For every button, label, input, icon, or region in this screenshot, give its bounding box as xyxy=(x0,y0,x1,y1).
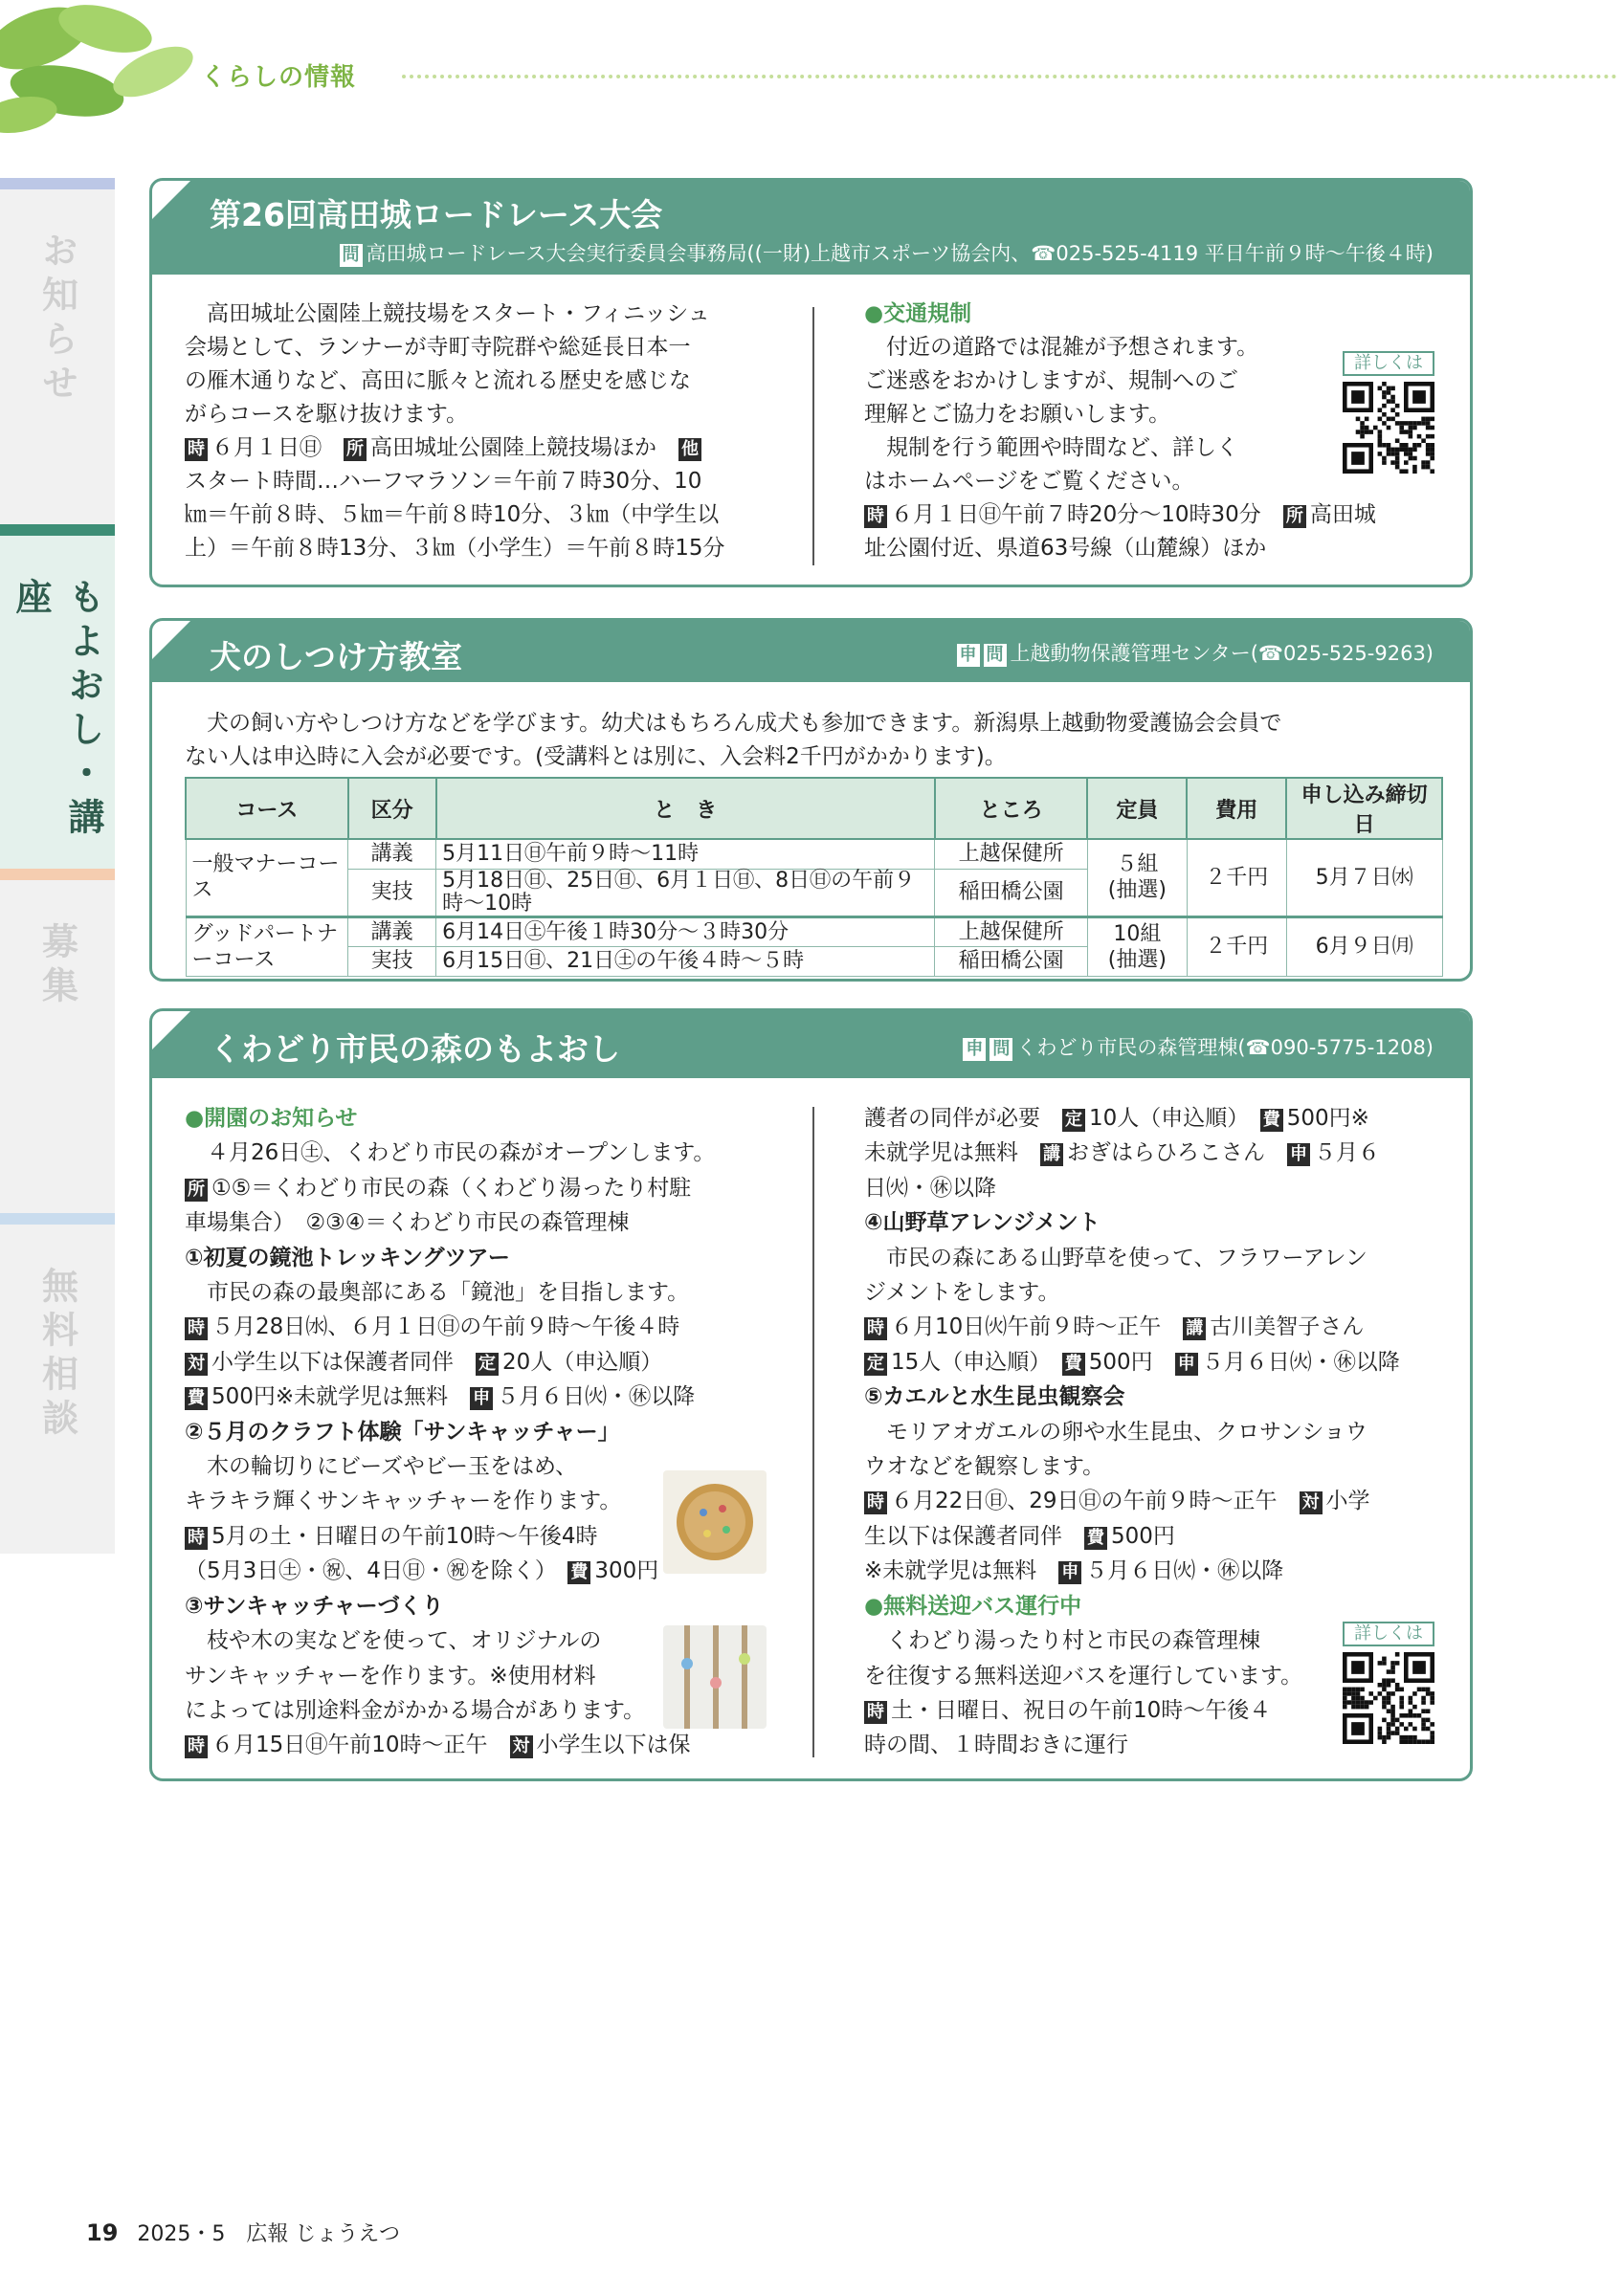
event5-title: ⑤カエルと水生昆虫観察会 xyxy=(864,1384,1125,1410)
info-line: 時 5月の土・日曜日の午前10時〜午後4時 xyxy=(185,1519,797,1554)
text-line: くわどり湯ったり村と市民の森管理棟 xyxy=(886,1628,1260,1654)
text-line: 付近の道路では混雑が予想されます。 xyxy=(886,335,1259,360)
type-cell: 実技 xyxy=(348,946,436,976)
article-contact xyxy=(957,638,1434,667)
event4-title: ④山野草アレンジメント xyxy=(864,1210,1101,1236)
time-mark: 時 xyxy=(185,1317,208,1340)
col-capacity: 定員 xyxy=(1087,778,1187,839)
bus-heading: ●無料送迎バス運行中 xyxy=(864,1593,1082,1619)
capacity-mark: 定 xyxy=(864,1353,887,1376)
article-body-left xyxy=(185,298,931,565)
text-line: ご迷惑をおかけしますが、規制へのご xyxy=(864,368,1238,393)
fee-mark: 費 xyxy=(1084,1527,1107,1550)
info-line: ※未就学児は無料 申 ５月６日㈫・㊡以降 xyxy=(864,1558,1284,1584)
leaf-decoration xyxy=(0,0,220,134)
type-cell: 実技 xyxy=(348,869,436,916)
fee-mark: 費 xyxy=(567,1561,590,1584)
text-line: 規制を行う範囲や時間など、詳しく xyxy=(886,435,1238,460)
col-where: ところ xyxy=(935,778,1088,839)
info-line: 定 15人（申込順） 費 500円 申 ５月６日㈫・㊡以降 xyxy=(864,1345,1457,1380)
time-mark: 時 xyxy=(864,1317,887,1340)
article-header xyxy=(152,181,1470,275)
article-dog-training xyxy=(149,618,1473,982)
column-divider xyxy=(812,1107,814,1757)
event2-title: ②５月のクラフト体験「サンキャッチャー」 xyxy=(185,1419,620,1445)
lecturer-mark: 講 xyxy=(1040,1143,1063,1166)
side-tab-recruit-label: 募集 xyxy=(35,922,78,1010)
suncatcher-photo xyxy=(663,1470,767,1574)
qr-caption: 詳しくは xyxy=(1343,1622,1434,1646)
qr-caption: 詳しくは xyxy=(1343,351,1434,376)
article-header xyxy=(152,621,1470,682)
text-line: 枝や木の実などを使って、オリジナルの xyxy=(207,1628,602,1654)
type-cell: 講義 xyxy=(348,839,436,869)
info-line: 時 ５月28日㈬、６月１日㊐の午前９時〜午後４時 xyxy=(185,1310,797,1344)
apply-mark: 申 xyxy=(470,1387,493,1410)
qr-code-icon[interactable] xyxy=(1343,382,1434,474)
text-line: ない人は申込時に入会が必要です。(受講料とは別に、入会料2千円がかかります)。 xyxy=(185,744,1007,769)
info-line: 所 ①⑤＝くわどり市民の森（くわどり湯ったり村駐 xyxy=(185,1171,797,1205)
col-deadline: 申し込み締切日 xyxy=(1286,778,1442,839)
page-footer xyxy=(86,2218,400,2247)
info-line: 時 ６月15日㊐午前10時〜正午 対 小学生以下は保 xyxy=(185,1728,797,1762)
capacity-cell: ５組 (抽選) xyxy=(1087,839,1187,916)
suncatcher-craft-photo xyxy=(663,1625,767,1729)
side-tab-news[interactable] xyxy=(0,178,115,524)
event1-title: ①初夏の鏡池トレッキングツアー xyxy=(185,1245,510,1270)
text-line: 址公園付近、県道63号線（山麓線）ほか xyxy=(864,536,1267,561)
text-line: がらコースを駆け抜けます。 xyxy=(185,402,469,427)
article-title: くわどり市民の森のもよおし xyxy=(210,1030,620,1068)
article-contact xyxy=(340,238,1434,267)
column-divider xyxy=(812,307,814,565)
side-tab-consultation[interactable] xyxy=(0,1213,115,1554)
text-line: によっては別途料金がかかる場合があります。 xyxy=(185,1697,646,1723)
text-line: 犬の飼い方やしつけ方などを学びます。幼犬はもちろん成犬も参加できます。新潟県上越動物愛護協会会員で xyxy=(207,711,1282,736)
open-heading: ●開園のお知らせ xyxy=(185,1106,358,1131)
fee-mark: 費 xyxy=(185,1387,208,1410)
fee-mark: 費 xyxy=(1062,1353,1085,1376)
info-line: 費 500円※未就学児は無料 申 ５月６日㈫・㊡以降 xyxy=(185,1380,797,1414)
side-tab-events-label: もよおし・講座 xyxy=(10,578,104,842)
side-tab-events[interactable] xyxy=(0,524,115,869)
article-header xyxy=(152,1011,1470,1078)
header-dotted-line xyxy=(402,75,1617,78)
text-line: 市民の森の最奥部にある「鏡池」を目指します。 xyxy=(207,1280,690,1306)
info-line: 対 小学生以下は保護者同伴 定 20人（申込順） xyxy=(185,1345,797,1380)
col-course: コース xyxy=(186,778,348,839)
text-line: モリアオガエルの卵や水生昆虫、クロサンショウ xyxy=(886,1419,1367,1445)
info-line: 生以下は保護者同伴 費 500円 xyxy=(864,1523,1175,1549)
schedule-table xyxy=(185,777,1443,977)
info-line: 時 ６月１日㊐午前７時20分〜10時30分 所 高田城 xyxy=(864,498,1457,532)
issue-date: 2025・5 xyxy=(137,2222,226,2246)
where-cell: 上越保健所 xyxy=(935,916,1088,946)
capacity-cell: 10組 (抽選) xyxy=(1087,916,1187,976)
text-line: ジメントをします。 xyxy=(864,1280,1060,1306)
publication-name: 広報 じょうえつ xyxy=(246,2222,400,2246)
side-tab-news-label: お知らせ xyxy=(35,232,78,408)
time-mark: 時 xyxy=(185,1735,208,1758)
text-line: 市民の森にある山野草を使って、フラワーアレン xyxy=(886,1245,1367,1270)
col-type: 区分 xyxy=(348,778,436,839)
time-mark: 時 xyxy=(864,505,887,528)
text-line: スタート時間…ハーフマラソン＝午前７時30分、10 xyxy=(185,469,702,494)
place-mark: 所 xyxy=(1283,505,1306,528)
article-title: 犬のしつけ方教室 xyxy=(210,638,462,675)
traffic-heading: ●交通規制 xyxy=(864,301,972,326)
apply-mark: 申 xyxy=(1175,1353,1198,1376)
info-line: （5月3日㊏・㊗、4日㊐・㊗を除く） 費 300円 xyxy=(185,1558,659,1584)
info-line: 時 土・日曜日、祝日の午前10時〜午後４ xyxy=(864,1693,1457,1728)
article-contact xyxy=(963,1032,1434,1061)
table-row xyxy=(186,916,1442,946)
contact-text: 上越動物保護管理センター(☎025-525-9263) xyxy=(1010,642,1434,665)
fee-mark: 費 xyxy=(1260,1109,1283,1132)
deadline-cell: 6月９日㈪ xyxy=(1286,916,1442,976)
type-cell: 講義 xyxy=(348,916,436,946)
text-line: 高田城址公園陸上競技場をスタート・フィニッシュ xyxy=(207,301,710,326)
contact-mark: 問 xyxy=(340,244,363,267)
contact-text: 高田城ロードレース大会実行委員会事務局((一財)上越市スポーツ協会内、☎025-525-4119 平日午前９時〜午後４時) xyxy=(366,242,1434,265)
deadline-cell: 5月７日㈬ xyxy=(1286,839,1442,916)
section-label: くらしの情報 xyxy=(201,63,357,92)
other-mark: 他 xyxy=(678,438,701,461)
text-line: ４月26日㊏、くわどり市民の森がオープンします。 xyxy=(207,1140,716,1166)
where-cell: 稲田橋公園 xyxy=(935,946,1088,976)
contact-mark: 問 xyxy=(984,644,1007,667)
when-cell: 5月11日㊐午前９時〜11時 xyxy=(436,839,935,869)
qr-code-icon[interactable] xyxy=(1343,1652,1434,1744)
info-line: 時 ６月１日㊐ 所 高田城址公園陸上競技場ほか 他 xyxy=(185,431,931,465)
article-intro xyxy=(185,707,1457,774)
event3-title: ③サンキャッチャーづくり xyxy=(185,1593,444,1619)
side-tab-recruit[interactable] xyxy=(0,869,115,1213)
course-name: 一般マナーコース xyxy=(186,839,348,916)
info-line: 時 ６月22日㊐、29日㊐の午前９時〜正午 対 小学 xyxy=(864,1484,1457,1518)
time-mark: 時 xyxy=(185,1527,208,1550)
lecturer-mark: 講 xyxy=(1183,1317,1206,1340)
text-line: 上）＝午前８時13分、３㎞（小学生）＝午前８時15分 xyxy=(185,536,725,561)
text-line: キラキラ輝くサンキャッチャーを作ります。 xyxy=(185,1489,622,1514)
col-fee: 費用 xyxy=(1187,778,1286,839)
target-mark: 対 xyxy=(185,1353,208,1376)
text-line: の雁木通りなど、高田に脈々と流れる歴史を感じな xyxy=(185,368,691,393)
text-line: 会場として、ランナーが寺町寺院群や総延長日本一 xyxy=(185,335,691,360)
info-line: 護者の同伴が必要 定 10人（申込順） 費 500円※ xyxy=(864,1106,1369,1131)
contact-mark: 問 xyxy=(989,1038,1012,1061)
article-road-race xyxy=(149,178,1473,587)
apply-mark: 申 xyxy=(957,644,980,667)
target-mark: 対 xyxy=(1300,1491,1323,1514)
text-line: ウオなどを観察します。 xyxy=(864,1454,1105,1480)
table-header-row xyxy=(186,778,1442,839)
col-when: と き xyxy=(436,778,935,839)
place-mark: 所 xyxy=(344,438,367,461)
text-line: 時の間、１時間おきに運行 xyxy=(864,1733,1128,1758)
page-number: 19 xyxy=(86,2219,119,2246)
fee-cell: ２千円 xyxy=(1187,839,1286,916)
text-line: 車場集合） ②③④＝くわどり市民の森管理棟 xyxy=(185,1210,630,1236)
when-cell: 6月15日㊐、21日㊏の午後４時〜５時 xyxy=(436,946,935,976)
text-line: サンキャッチャーを作ります。※使用材料 xyxy=(185,1663,596,1689)
target-mark: 対 xyxy=(510,1735,533,1758)
text-line: はホームページをご覧ください。 xyxy=(864,469,1194,494)
when-cell: 6月14日㊏午後１時30分〜３時30分 xyxy=(436,916,935,946)
where-cell: 稲田橋公園 xyxy=(935,869,1088,916)
text-line: 日㈫・㊡以降 xyxy=(864,1175,996,1201)
text-line: を往復する無料送迎バスを運行しています。 xyxy=(864,1663,1303,1689)
apply-mark: 申 xyxy=(1287,1143,1310,1166)
when-cell: 5月18日㊐、25日㊐、6月１日㊐、8日㊐の午前９時〜10時 xyxy=(436,869,935,916)
article-title: 第26回高田城ロードレース大会 xyxy=(210,196,663,233)
text-line: ㎞＝午前８時、５㎞＝午前８時10分、３㎞（中学生以 xyxy=(185,502,720,527)
text-line: 理解とご協力をお願いします。 xyxy=(864,402,1171,427)
article-kuwadori-forest xyxy=(149,1008,1473,1781)
time-mark: 時 xyxy=(864,1701,887,1724)
time-mark: 時 xyxy=(864,1491,887,1514)
info-line: 未就学児は無料 講 おぎはらひろこさん 申 ５月６ xyxy=(864,1140,1380,1166)
time-mark: 時 xyxy=(185,438,208,461)
apply-mark: 申 xyxy=(963,1038,986,1061)
fee-cell: ２千円 xyxy=(1187,916,1286,976)
text-line: 木の輪切りにビーズやビー玉をはめ、 xyxy=(207,1454,578,1480)
apply-mark: 申 xyxy=(1058,1561,1081,1584)
side-tab-consultation-label: 無料相談 xyxy=(35,1267,78,1443)
where-cell: 上越保健所 xyxy=(935,839,1088,869)
table-row xyxy=(186,839,1442,869)
contact-text: くわどり市民の森管理棟(☎090-5775-1208) xyxy=(1016,1036,1434,1059)
capacity-mark: 定 xyxy=(1062,1109,1085,1132)
place-mark: 所 xyxy=(185,1179,208,1202)
course-name: グッドパートナーコース xyxy=(186,916,348,976)
capacity-mark: 定 xyxy=(476,1353,499,1376)
info-line: 時 ６月10日㈫午前９時〜正午 講 古川美智子さん xyxy=(864,1310,1457,1344)
